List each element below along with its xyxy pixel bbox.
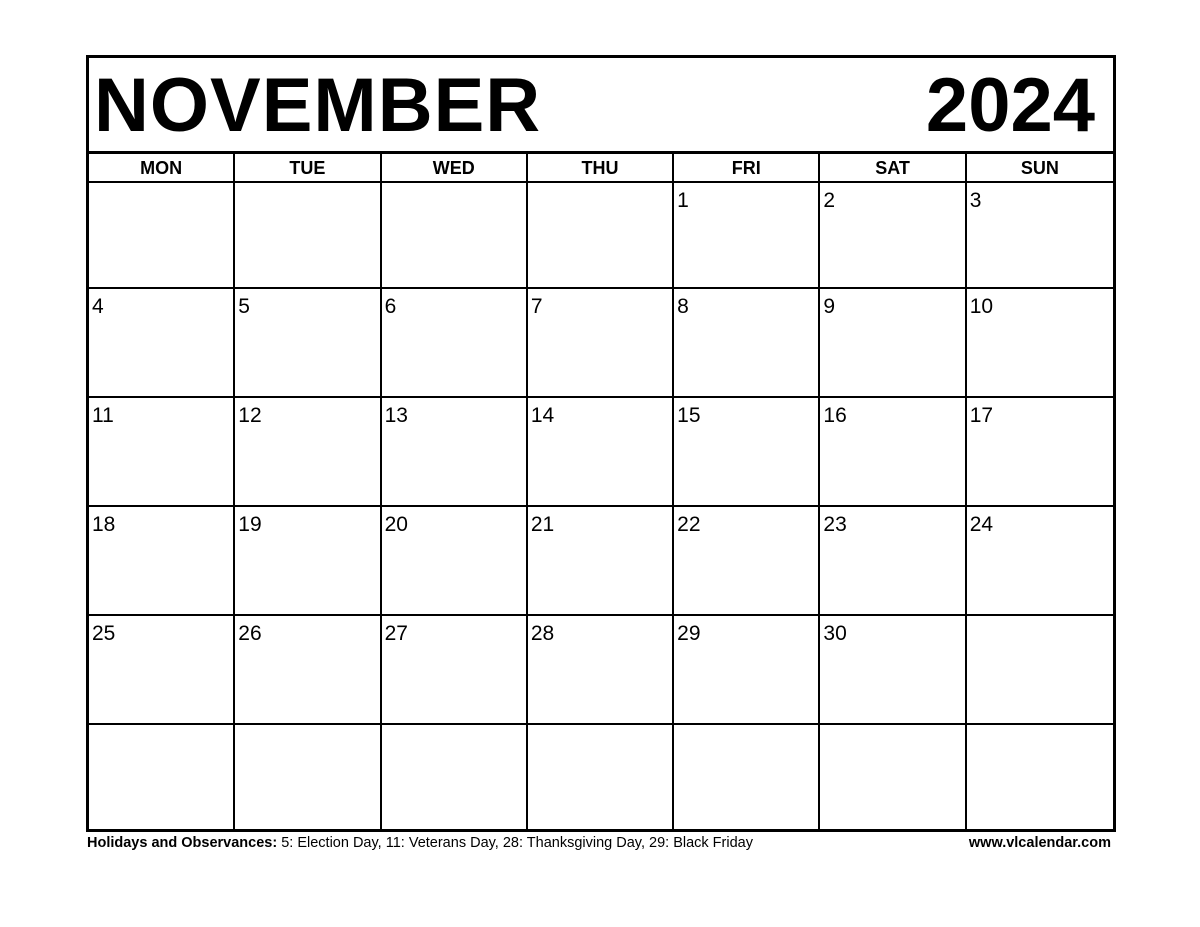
day-cell bbox=[674, 398, 820, 507]
day-number: 29 bbox=[677, 622, 701, 645]
day-cell bbox=[820, 289, 966, 398]
day-number: 1 bbox=[677, 189, 689, 212]
day-number: 26 bbox=[238, 622, 262, 645]
day-cell bbox=[528, 289, 674, 398]
day-cell bbox=[528, 183, 674, 289]
holidays-label: Holidays and Observances: bbox=[87, 835, 278, 851]
day-cell bbox=[820, 507, 966, 616]
day-cell bbox=[89, 398, 235, 507]
calendar bbox=[86, 55, 1116, 832]
day-cell bbox=[528, 507, 674, 616]
day-number: 12 bbox=[238, 404, 262, 427]
day-number: 6 bbox=[384, 295, 397, 318]
day-cell bbox=[674, 725, 820, 829]
day-number: 8 bbox=[677, 295, 689, 318]
day-number: 4 bbox=[92, 295, 104, 318]
day-cell bbox=[528, 725, 674, 829]
weekday-sat: SAT bbox=[820, 154, 966, 182]
holidays-list: 5: Election Day, 11: Veterans Day, 28: Thanksgiving Day, 29: Black Friday bbox=[277, 835, 753, 851]
weekday-mon: MON bbox=[89, 154, 235, 182]
day-cell bbox=[382, 616, 528, 725]
day-cell bbox=[235, 616, 381, 725]
day-number: 28 bbox=[530, 622, 555, 645]
day-cell bbox=[674, 183, 820, 289]
day-cell bbox=[820, 616, 966, 725]
day-cell bbox=[967, 616, 1113, 725]
day-number: 3 bbox=[969, 189, 982, 212]
day-number: 23 bbox=[823, 513, 847, 536]
day-number: 16 bbox=[823, 404, 847, 427]
day-number: 7 bbox=[530, 295, 543, 318]
day-number: 11 bbox=[92, 404, 114, 427]
day-number: 19 bbox=[238, 513, 262, 536]
day-number: 25 bbox=[92, 622, 116, 645]
day-cell bbox=[674, 507, 820, 616]
day-number: 18 bbox=[92, 513, 116, 536]
day-number: 20 bbox=[384, 513, 408, 536]
day-cell bbox=[820, 183, 966, 289]
day-cell bbox=[967, 289, 1113, 398]
weekday-sun: SUN bbox=[1020, 158, 1059, 178]
day-cell bbox=[382, 725, 528, 829]
day-number: 21 bbox=[530, 513, 555, 536]
day-number: 9 bbox=[823, 295, 836, 318]
day-grid bbox=[89, 183, 1113, 829]
day-number: 27 bbox=[384, 622, 408, 645]
weekday-header-row bbox=[89, 154, 1113, 183]
day-number: 10 bbox=[969, 295, 994, 318]
day-cell bbox=[528, 398, 674, 507]
weekday-fri: FRI bbox=[674, 154, 820, 182]
day-cell bbox=[820, 725, 966, 829]
day-cell bbox=[235, 183, 381, 289]
day-cell bbox=[89, 289, 235, 398]
day-cell bbox=[967, 507, 1113, 616]
title-bar bbox=[89, 58, 1113, 154]
weekday-thu: THU bbox=[528, 154, 674, 182]
day-cell bbox=[382, 289, 528, 398]
weekday-tue: TUE bbox=[235, 154, 381, 182]
year-title: 2024 bbox=[925, 63, 1095, 148]
day-number: 14 bbox=[530, 404, 555, 427]
day-cell bbox=[235, 507, 381, 616]
day-cell bbox=[820, 398, 966, 507]
day-cell bbox=[382, 183, 528, 289]
day-cell bbox=[235, 289, 381, 398]
day-number: 17 bbox=[969, 404, 994, 427]
day-cell bbox=[967, 183, 1113, 289]
day-number: 15 bbox=[677, 404, 701, 427]
day-number: 2 bbox=[823, 189, 836, 212]
day-number: 30 bbox=[823, 622, 847, 645]
website-link[interactable]: www.vlcalendar.com bbox=[968, 835, 1111, 851]
footer bbox=[87, 834, 1111, 852]
day-cell bbox=[528, 616, 674, 725]
day-cell bbox=[382, 507, 528, 616]
day-cell bbox=[382, 398, 528, 507]
day-cell bbox=[674, 616, 820, 725]
day-cell bbox=[89, 183, 235, 289]
day-cell bbox=[235, 725, 381, 829]
weekday-wed: WED bbox=[382, 154, 528, 182]
day-cell bbox=[89, 507, 235, 616]
month-title: NOVEMBER bbox=[94, 63, 542, 148]
day-cell bbox=[967, 398, 1113, 507]
day-number: 24 bbox=[969, 513, 994, 536]
day-cell bbox=[967, 725, 1113, 829]
day-number: 22 bbox=[677, 513, 701, 536]
day-cell bbox=[674, 289, 820, 398]
day-cell bbox=[89, 725, 235, 829]
day-cell bbox=[235, 398, 381, 507]
day-cell bbox=[89, 616, 235, 725]
day-number: 13 bbox=[384, 404, 408, 427]
day-number: 5 bbox=[238, 295, 250, 318]
